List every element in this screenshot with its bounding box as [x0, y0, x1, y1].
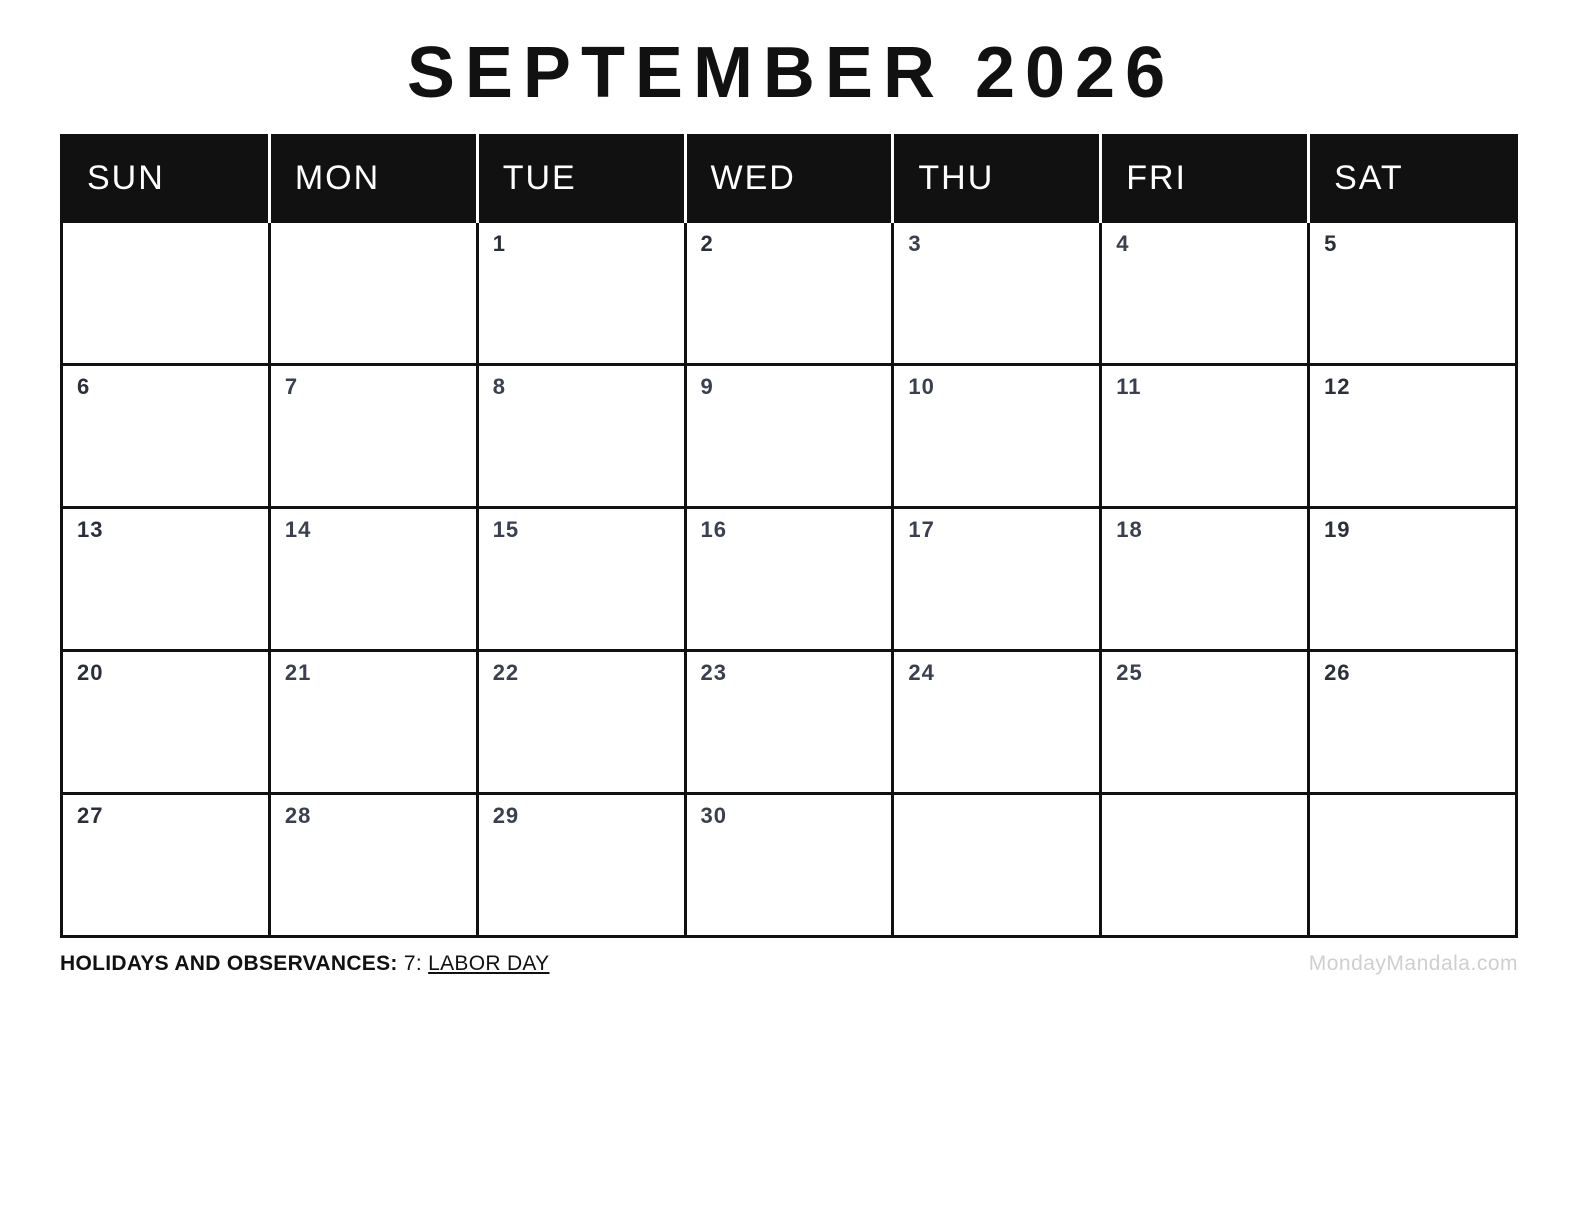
- day-cell[interactable]: [893, 507, 1101, 650]
- day-number: 3: [908, 230, 922, 256]
- day-number: 29: [492, 802, 520, 828]
- day-number: 4: [1116, 230, 1130, 256]
- day-number: 20: [77, 659, 104, 685]
- day-cell[interactable]: [685, 650, 893, 793]
- day-cell[interactable]: [685, 507, 893, 650]
- day-cell[interactable]: [1309, 221, 1517, 364]
- day-cell[interactable]: [269, 221, 477, 364]
- day-cell[interactable]: [477, 221, 685, 364]
- day-number: 27: [77, 802, 104, 828]
- day-cell[interactable]: [62, 364, 270, 507]
- holidays-label: HOLIDAYS AND OBSERVANCES:: [60, 951, 398, 975]
- day-number: 7: [284, 373, 299, 399]
- day-number: 11: [1116, 373, 1142, 399]
- page-title: SEPTEMBER 2026: [406, 33, 1176, 113]
- weekday-header-mon: MON: [269, 135, 477, 221]
- day-cell[interactable]: [1309, 364, 1517, 507]
- day-number: 5: [1324, 230, 1338, 256]
- day-cell[interactable]: [685, 364, 893, 507]
- day-cell[interactable]: [269, 507, 477, 650]
- day-cell[interactable]: [1309, 793, 1517, 936]
- day-cell[interactable]: [1101, 507, 1309, 650]
- day-number: 14: [284, 516, 312, 542]
- day-cell[interactable]: [893, 650, 1101, 793]
- day-cell[interactable]: [893, 364, 1101, 507]
- day-number: 22: [492, 659, 520, 685]
- day-cell[interactable]: [269, 793, 477, 936]
- day-cell[interactable]: [1101, 793, 1309, 936]
- day-number: 19: [1324, 516, 1351, 542]
- day-number: 17: [908, 516, 935, 542]
- weekday-header-wed: WED: [685, 135, 893, 221]
- day-cell[interactable]: [477, 650, 685, 793]
- day-cell[interactable]: [269, 650, 477, 793]
- day-cell[interactable]: [62, 221, 270, 364]
- calendar-week-row: [62, 507, 1517, 650]
- calendar-week-row: [62, 364, 1517, 507]
- day-number: 6: [77, 373, 91, 399]
- day-cell[interactable]: [893, 793, 1101, 936]
- weekday-header-fri: FRI: [1101, 135, 1309, 221]
- day-number: 26: [1324, 659, 1351, 685]
- day-cell[interactable]: [893, 221, 1101, 364]
- day-cell[interactable]: [1101, 221, 1309, 364]
- weekday-header-row: [62, 135, 1517, 221]
- calendar-grid: [60, 134, 1518, 938]
- calendar-week-row: [62, 221, 1517, 364]
- day-number: 18: [1116, 516, 1143, 542]
- day-number: 25: [1116, 659, 1143, 685]
- weekday-header-tue: TUE: [477, 135, 685, 221]
- day-number: 23: [700, 659, 728, 685]
- day-cell[interactable]: [477, 364, 685, 507]
- day-number: 8: [492, 373, 506, 399]
- page-footer: [60, 952, 1518, 976]
- weekday-header-sat: SAT: [1309, 135, 1517, 221]
- day-cell[interactable]: [62, 507, 270, 650]
- day-cell[interactable]: [269, 364, 477, 507]
- holiday-date: 7:: [403, 951, 422, 975]
- day-cell[interactable]: [62, 650, 270, 793]
- day-number: 1: [492, 230, 506, 256]
- weekday-header-sun: SUN: [62, 135, 270, 221]
- day-number: 16: [700, 516, 728, 542]
- holidays-and-observances: [60, 952, 549, 976]
- day-number: 30: [700, 802, 728, 828]
- weekday-header-thu: THU: [893, 135, 1101, 221]
- day-cell[interactable]: [62, 793, 270, 936]
- day-cell[interactable]: [1101, 650, 1309, 793]
- brand-watermark: MondayMandala.com: [1308, 951, 1518, 975]
- day-number: 21: [284, 659, 312, 685]
- calendar-week-row: [62, 793, 1517, 936]
- day-number: 12: [1324, 373, 1351, 399]
- day-number: 9: [700, 373, 714, 399]
- holiday-name[interactable]: LABOR DAY: [428, 951, 550, 975]
- day-cell[interactable]: [477, 507, 685, 650]
- day-cell[interactable]: [685, 221, 893, 364]
- day-cell[interactable]: [1309, 507, 1517, 650]
- day-number: 24: [908, 659, 935, 685]
- day-cell[interactable]: [685, 793, 893, 936]
- day-number: 15: [492, 516, 520, 542]
- day-cell[interactable]: [477, 793, 685, 936]
- day-cell[interactable]: [1309, 650, 1517, 793]
- day-number: 2: [700, 230, 714, 256]
- day-cell[interactable]: [1101, 364, 1309, 507]
- day-number: 10: [908, 373, 935, 399]
- calendar-week-row: [62, 650, 1517, 793]
- day-number: 13: [77, 516, 104, 542]
- day-number: 28: [284, 802, 312, 828]
